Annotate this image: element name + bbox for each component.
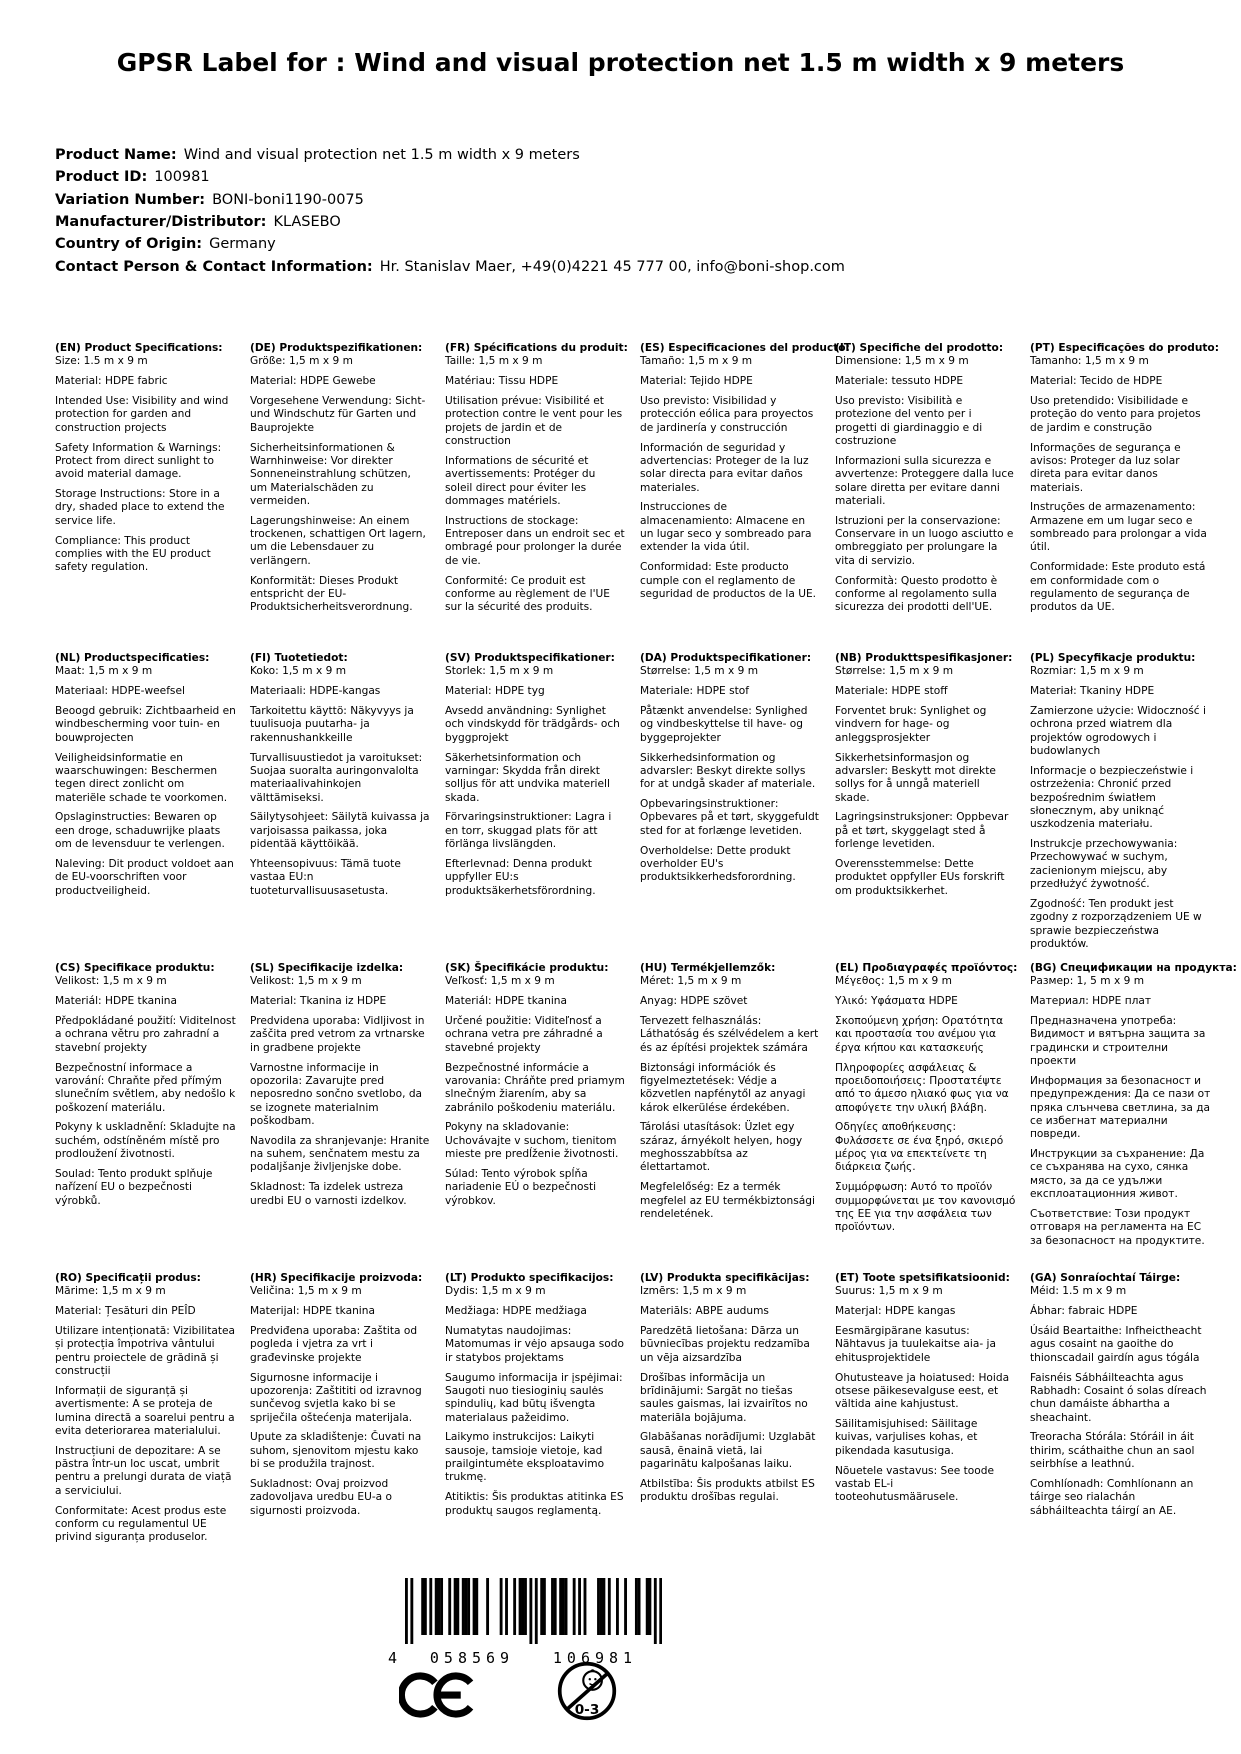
spec-paragraph: Comhlíonadh: Comhlíonann an táirge seo rialachán sábháilteachta táirgí an AE.	[1030, 1477, 1194, 1517]
spec-cell-ga	[1030, 1272, 1211, 1582]
spec-paragraph: Materiale: tessuto HDPE	[835, 375, 964, 388]
spec-paragraph: Safety Information & Warnings: Protect from direct sunlight to avoid material damage.	[55, 441, 222, 481]
spec-paragraph: Størrelse: 1,5 m x 9 m	[835, 665, 954, 678]
spec-paragraph: Rozmiar: 1,5 m x 9 m	[1030, 665, 1144, 678]
spec-cell-bg	[1030, 962, 1237, 1272]
spec-header-fr: (FR) Spécifications du produit:	[445, 342, 628, 354]
spec-paragraph: Sikkerhedsinformation og advarsler: Beskyt direkte sollys for at undgå skader af materiale.	[640, 751, 816, 791]
spec-paragraph: Efterlevnad: Denna produkt uppfyller EU:s produktsäkerhetsförordning.	[445, 857, 596, 897]
spec-paragraph: Zgodność: Ten produkt jest zgodny z rozporządzeniem UE w sprawie bezpieczeństwa produktów.	[1030, 898, 1202, 951]
spec-paragraph: Pokyny na skladovanie: Uchovávajte v suchom, tienitom mieste pre predĺženie životnosti.	[445, 1121, 619, 1161]
field-value: 100981	[154, 169, 210, 186]
spec-cell-lt	[445, 1272, 626, 1582]
field-value: KLASEBO	[273, 213, 341, 230]
spec-paragraph: Informazioni sulla sicurezza e avvertenze: Proteggere dalla luce solare diretta per evitare danni materiali.	[835, 454, 1014, 507]
spec-paragraph: Konformität: Dieses Produkt entspricht der EU-Produktsicherheitsverordnung.	[250, 574, 413, 614]
spec-paragraph: Material: Țesături din PEÎD	[55, 1305, 196, 1318]
spec-cell-da	[640, 652, 821, 962]
spec-paragraph: Megfelelőség: Ez a termék megfelel az EU termékbiztonsági rendeletének.	[640, 1181, 815, 1220]
spec-paragraph: Velikost: 1,5 m x 9 m	[250, 975, 362, 988]
spec-header-ro: (RO) Specificații produs:	[55, 1272, 201, 1284]
spec-paragraph: Informații de siguranță și avertismente: A se proteja de lumina directă a soarelui pentru a evita deteriorarea materialului.	[55, 1384, 235, 1437]
spec-header-sl: (SL) Specifikacije izdelka:	[250, 962, 404, 974]
field-label: Product Name:	[55, 147, 177, 163]
spec-paragraph: Intended Use: Visibility and wind protection for garden and construction projects	[55, 395, 229, 434]
spec-paragraph: Opslaginstructies: Bewaren op een droge, schaduwrijke plaats om de levensduur te verlengen.	[55, 811, 225, 851]
spec-paragraph: Μέγεθος: 1,5 m x 9 m	[835, 975, 952, 988]
field-label: Variation Number:	[55, 191, 206, 208]
spec-cell-el	[835, 962, 1016, 1272]
spec-paragraph: Материал: HDPE плат	[1030, 995, 1152, 1008]
spec-paragraph: Paredzētā lietošana: Dārza un būvniecības projektu redzamība un vēja aizsardzība	[640, 1325, 810, 1364]
spec-paragraph: Υλικό: Υφάσματα HDPE	[835, 995, 958, 1008]
field-label: Contact Person & Contact Information:	[55, 258, 373, 275]
spec-paragraph: Uso previsto: Visibilidad y protección eólica para proyectos de jardinería y construcción	[640, 395, 814, 434]
product-info-line	[55, 166, 1201, 188]
spec-paragraph: Materiaal: HDPE-weefsel	[55, 685, 185, 698]
spec-paragraph: Material: Tkanina iz HDPE	[250, 995, 387, 1008]
spec-paragraph: Súlad: Tento výrobok spĺňa nariadenie EÚ o bezpečnosti výrobkov.	[445, 1167, 597, 1207]
ce-mark-icon	[399, 1668, 475, 1722]
spec-paragraph: Предназначена употреба: Видимост и вятърна защита за градински и строителни проекти	[1030, 1015, 1206, 1068]
product-info-line	[55, 144, 1201, 166]
product-info-line	[55, 211, 1201, 233]
spec-paragraph: Förvaringsinstruktioner: Lagra i en torr, skuggad plats för att förlänga livslängden.	[445, 811, 612, 851]
spec-header-hr: (HR) Specifikacije proizvoda:	[250, 1272, 423, 1284]
spec-paragraph: Varnostne informacije in opozorila: Zavarujte pred neposredno sončno svetlobo, da se izognete materialnim poškodbam.	[250, 1061, 423, 1127]
spec-paragraph: Faisnéis Sábháilteachta agus Rabhadh: Cosaint ó solas díreach chun damáiste ábhartha a sheachaint.	[1030, 1371, 1207, 1424]
barcode-prefix-digit: 4	[388, 1649, 398, 1667]
spec-paragraph: Información de seguridad y advertencias: Proteger de la luz solar directa para evitar daños materiales.	[640, 441, 809, 494]
spec-paragraph: Påtænkt anvendelse: Synlighed og vindbeskyttelse til have- og byggeprojekter	[640, 705, 808, 744]
spec-cell-pt	[1030, 342, 1219, 652]
product-info-line	[55, 256, 1201, 278]
spec-paragraph: Vorgesehene Verwendung: Sicht- und Windschutz für Garten und Bauprojekte	[250, 395, 426, 434]
spec-paragraph: Tarkoitettu käyttö: Näkyvyys ja tuulisuoja puutarha- ja rakennushankkeille	[250, 705, 414, 744]
barcode	[388, 1578, 662, 1669]
spec-header-bg: (BG) Спецификации на продукта:	[1030, 962, 1237, 974]
spec-paragraph: Veličina: 1,5 m x 9 m	[250, 1285, 362, 1298]
spec-cell-fr	[445, 342, 626, 652]
spec-paragraph: Material: Tecido de HDPE	[1030, 375, 1163, 388]
spec-paragraph: Uso pretendido: Visibilidade e proteção do vento para projetos de jardim e construção	[1030, 395, 1201, 434]
spec-paragraph: Nõuetele vastavus: See toode vastab EL-i tooteohutusmäärusele.	[835, 1464, 994, 1504]
spec-paragraph: Glabāšanas norādījumi: Uzglabāt sausā, ēnainā vietā, lai pagarinātu kalpošanas laiku.	[640, 1431, 816, 1471]
spec-paragraph: Ábhar: fabraic HDPE	[1030, 1305, 1138, 1318]
spec-paragraph: Soulad: Tento produkt splňuje nařízení EU o bezpečnosti výrobků.	[55, 1167, 213, 1207]
spec-cell-en	[55, 342, 236, 652]
spec-paragraph: Material: HDPE fabric	[55, 375, 168, 388]
spec-paragraph: Beoogd gebruik: Zichtbaarheid en windbescherming voor tuin- en bouwprojecten	[55, 705, 236, 744]
spec-paragraph: Dimensione: 1,5 m x 9 m	[835, 355, 969, 368]
spec-paragraph: Größe: 1,5 m x 9 m	[250, 355, 353, 368]
spec-paragraph: Bezpečnostní informace a varování: Chraňte před přímým slunečním světlem, aby nedošlo k poškození materiálu.	[55, 1061, 236, 1114]
spec-header-ga: (GA) Sonraíochtaí Táirge:	[1030, 1272, 1181, 1284]
spec-paragraph: Utilisation prévue: Visibilité et protection contre le vent pour les projets de jardin et de construction	[445, 395, 623, 448]
spec-paragraph: Size: 1.5 m x 9 m	[55, 355, 148, 368]
spec-paragraph: Πληροφορίες ασφάλειας & προειδοποιήσεις: Προστατέψτε από το άμεσο ηλιακό φως για να αποφύγετε την υλική βλάβη.	[835, 1061, 1009, 1114]
spec-paragraph: Οδηγίες αποθήκευσης: Φυλάσσετε σε ένα ξηρό, σκιερό μέρος για να επεκτείνετε τη διάρκεια ζωής.	[835, 1121, 1004, 1174]
spec-paragraph: Matériau: Tissu HDPE	[445, 375, 559, 388]
spec-paragraph: Navodila za shranjevanje: Hranite na suhem, senčnatem mestu za podaljšanje življenjske dobe.	[250, 1134, 430, 1174]
spec-paragraph: Informations de sécurité et avertissements: Protéger du soleil direct pour éviter les dommages matériels.	[445, 454, 596, 507]
spec-paragraph: Medžiaga: HDPE medžiaga	[445, 1305, 587, 1318]
spec-header-sk: (SK) Špecifikácie produktu:	[445, 962, 609, 974]
spec-paragraph: Veiligheidsinformatie en waarschuwingen: Beschermen tegen direct zonlicht om materiële schade te voorkomen.	[55, 751, 228, 804]
spec-header-da: (DA) Produktspecifikationer:	[640, 652, 812, 664]
spec-paragraph: Material: HDPE Gewebe	[250, 375, 376, 388]
page-title: GPSR Label for : Wind and visual protection net 1.5 m width x 9 meters	[116, 48, 1125, 77]
spec-paragraph: Ohutusteave ja hoiatused: Hoida otsese päikesevalguse eest, et vältida aine kahjustust.	[835, 1371, 1010, 1411]
spec-header-fi: (FI) Tuotetiedot:	[250, 652, 348, 664]
spec-paragraph: Storage Instructions: Store in a dry, shaded place to extend the service life.	[55, 488, 225, 527]
spec-paragraph: Saugumo informacija ir įspėjimai: Saugoti nuo tiesioginių saulės spindulių, kad būtų išvengta materialaus pažeidimo.	[445, 1371, 623, 1424]
spec-header-nb: (NB) Produkttspesifikasjoner:	[835, 652, 1013, 664]
spec-paragraph: Naleving: Dit product voldoet aan de EU-voorschriften voor productveiligheid.	[55, 857, 234, 897]
spec-paragraph: Инструкции за съхранение: Да се съхранява на сухо, сянка място, за да се удължи експлоатационния живот.	[1030, 1148, 1205, 1201]
spec-paragraph: Numatytas naudojimas: Matomumas ir vėjo apsauga sodo ir statybos projektams	[445, 1325, 624, 1364]
spec-paragraph: Pokyny k uskladnění: Skladujte na suchém, odstíněném místě pro prodloužení životnosti.	[55, 1121, 236, 1161]
spec-paragraph: Izmērs: 1,5 m x 9 m	[640, 1285, 747, 1298]
spec-paragraph: Zamierzone użycie: Widoczność i ochrona przed wiatrem dla projektów ogrodowych i budowlanych	[1030, 705, 1206, 758]
spec-paragraph: Conformité: Ce produit est conforme au règlement de l'UE sur la sécurité des produits.	[445, 574, 610, 614]
spec-paragraph: Treoracha Stórála: Stóráil in áit thirim, scáthaithe chun an saol seirbhíse a leathnú.	[1030, 1431, 1195, 1471]
spec-header-el: (EL) Προδιαγραφές προϊόντος:	[835, 962, 1018, 974]
spec-cell-es	[640, 342, 850, 652]
spec-header-hu: (HU) Termékjellemzők:	[640, 962, 776, 974]
barcode-digits	[388, 1649, 662, 1669]
spec-paragraph: Uso previsto: Visibilità e protezione del vento per i progetti di giardinaggio e di costruzione	[835, 395, 983, 448]
field-value: Germany	[209, 236, 276, 253]
spec-paragraph: Materijal: HDPE tkanina	[250, 1305, 375, 1318]
spec-paragraph: Tamaño: 1,5 m x 9 m	[640, 355, 753, 368]
spec-header-lt: (LT) Produkto specifikacijos:	[445, 1272, 614, 1284]
spec-header-lv: (LV) Produkta specifikācijas:	[640, 1272, 810, 1284]
spec-paragraph: Съответствие: Този продукт отговаря на регламента на ЕС за безопасност на продуктите.	[1030, 1208, 1205, 1247]
spec-paragraph: Overensstemmelse: Dette produktet oppfyller EUs forskrift om produktsikkerhet.	[835, 857, 1005, 897]
spec-paragraph: Conformità: Questo prodotto è conforme al regolamento sulla sicurezza dei prodotti dell'UE.	[835, 574, 998, 614]
spec-cell-hr	[250, 1272, 431, 1582]
spec-paragraph: Bezpečnostné informácie a varovania: Chráňte pred priamym slnečným žiarením, aby sa zabránilo poškodeniu materiálu.	[445, 1061, 625, 1114]
spec-paragraph: Veľkosť: 1,5 m x 9 m	[445, 975, 555, 988]
specs-grid	[55, 342, 1237, 1582]
spec-cell-pl	[1030, 652, 1211, 962]
spec-paragraph: Compliance: This product complies with the EU product safety regulation.	[55, 534, 211, 574]
spec-paragraph: Säilytysohjeet: Säilytä kuivassa ja varjoisassa paikassa, joka pidentää käyttöikää.	[250, 811, 430, 851]
spec-paragraph: Opbevaringsinstruktioner: Opbevares på et tørt, skyggefuldt sted for at forlænge levetiden.	[640, 798, 819, 837]
spec-cell-sv	[445, 652, 626, 962]
spec-paragraph: Materiaali: HDPE-kangas	[250, 685, 381, 698]
spec-paragraph: Sukladnost: Ovaj proizvod zadovoljava uredbu EU-a o sigurnosti proizvoda.	[250, 1477, 393, 1517]
spec-header-en: (EN) Product Specifications:	[55, 342, 223, 354]
spec-paragraph: Materjal: HDPE kangas	[835, 1305, 956, 1318]
spec-paragraph: Overholdelse: Dette produkt overholder EU's produktsikkerhedsforordning.	[640, 844, 796, 884]
field-label: Country of Origin:	[55, 236, 203, 253]
spec-paragraph: Säkerhetsinformation och varningar: Skydda från direkt solljus för att undvika materiell skada.	[445, 751, 610, 804]
spec-paragraph: Sicherheitsinformationen & Warnhinweise: Vor direkter Sonneneinstrahlung schützen, um Materialschäden zu vermeiden.	[250, 441, 411, 507]
spec-paragraph: Instruções de armazenamento: Armazene em um lugar seco e sombreado para prolongar a vida útil.	[1030, 501, 1207, 554]
spec-cell-ro	[55, 1272, 236, 1582]
spec-paragraph: Materiał: Tkaniny HDPE	[1030, 685, 1155, 698]
spec-paragraph: Informações de segurança e avisos: Proteger da luz solar direta para evitar danos materiais.	[1030, 441, 1181, 494]
spec-header-it: (IT) Specifiche del prodotto:	[835, 342, 1004, 354]
spec-paragraph: Material: Tejido HDPE	[640, 375, 753, 388]
spec-paragraph: Určené použitie: Viditeľnosť a ochrana vetra pre záhradné a stavebné projekty	[445, 1015, 603, 1054]
spec-paragraph: Informacje o bezpieczeństwie i ostrzeżenia: Chronić przed bezpośrednim światłem słonecznym, aby uniknąć uszkodzenia materiału.	[1030, 764, 1194, 831]
spec-cell-lv	[640, 1272, 821, 1582]
spec-paragraph: Conformidade: Este produto está em conformidade com o regulamento de segurança de produtos da UE.	[1030, 561, 1206, 614]
spec-paragraph: Instrucțiuni de depozitare: A se păstra într-un loc uscat, umbrit pentru a prelungi durata de viață a serviciului.	[55, 1444, 232, 1497]
spec-paragraph: Skladnost: Ta izdelek ustreza uredbi EU o varnosti izdelkov.	[250, 1181, 407, 1207]
spec-paragraph: Conformidad: Este producto cumple con el reglamento de seguridad de productos de la UE.	[640, 561, 817, 600]
spec-paragraph: Lagerungshinweise: An einem trockenen, schattigen Ort lagern, um die Lebensdauer zu verlängern.	[250, 514, 426, 567]
spec-paragraph: Velikost: 1,5 m x 9 m	[55, 975, 167, 988]
spec-paragraph: Storlek: 1,5 m x 9 m	[445, 665, 554, 678]
spec-cell-sl	[250, 962, 431, 1272]
spec-paragraph: Drošības informācija un brīdinājumi: Sargāt no tiešas saules gaismas, lai izvairītos no materiāla bojājuma.	[640, 1371, 808, 1424]
field-label: Manufacturer/Distributor:	[55, 213, 267, 230]
spec-paragraph: Turvallisuustiedot ja varoitukset: Suojaa suoralta auringonvalolta materiaalivahinkojen välttämiseksi.	[250, 751, 423, 804]
spec-paragraph: Σκοπούμενη χρήση: Ορατότητα και προστασία του ανέμου για έργα κήπου και κατασκευής	[835, 1015, 1004, 1054]
age-warning-label: 0-3	[574, 1701, 600, 1718]
spec-cell-hu	[640, 962, 821, 1272]
spec-paragraph: Materiāls: ABPE audums	[640, 1305, 769, 1318]
field-label: Product ID:	[55, 169, 148, 186]
field-value: Hr. Stanislav Maer, +49(0)4221 45 777 00, info@boni-shop.com	[379, 258, 845, 275]
spec-cell-cs	[55, 962, 236, 1272]
spec-cell-nl	[55, 652, 236, 962]
spec-paragraph: Utilizare intenționată: Vizibilitatea și protecția împotriva vântului pentru proiectele de grădină și construcții	[55, 1325, 236, 1378]
spec-paragraph: Atbilstība: Šis produkts atbilst ES produktu drošības regulai.	[640, 1477, 815, 1504]
spec-cell-de	[250, 342, 431, 652]
spec-header-pl: (PL) Specyfikacje produktu:	[1030, 652, 1196, 664]
spec-paragraph: Úsáid Beartaithe: Infheictheacht agus cosaint na gaoithe do thionscadail gairdín agus tógála	[1030, 1325, 1202, 1364]
spec-paragraph: Sikkerhetsinformasjon og advarsler: Beskytt mot direkte sollys for å unngå materiell skade.	[835, 751, 996, 804]
spec-paragraph: Информация за безопасност и предупреждения: Да се пази от пряка слънчева светлина, за да се избегнат материални повреди.	[1030, 1074, 1211, 1141]
spec-paragraph: Atitiktis: Šis produktas atitinka ES produktų saugos reglamentą.	[445, 1491, 624, 1517]
spec-header-pt: (PT) Especificações do produto:	[1030, 342, 1219, 354]
spec-paragraph: Lagringsinstruksjoner: Oppbevar på et tørt, skyggelagt sted å forlenge levetiden.	[835, 811, 1009, 851]
spec-cell-et	[835, 1272, 1016, 1582]
spec-paragraph: Συμμόρφωση: Αυτό το προϊόν συμμορφώνεται με τον κανονισμό της ΕΕ για την ασφάλεια των προϊόντων.	[835, 1181, 1016, 1234]
barcode-right-digits: 106981	[552, 1649, 638, 1667]
spec-paragraph: Avsedd användning: Synlighet och vindskydd för trädgårds- och byggprojekt	[445, 705, 620, 744]
barcode-bars	[405, 1578, 662, 1644]
spec-paragraph: Upute za skladištenje: Čuvati na suhom, sjenovitom mjestu kako bi se produžila trajnost.	[250, 1431, 422, 1471]
product-info-line	[55, 189, 1201, 211]
spec-paragraph: Mărime: 1,5 m x 9 m	[55, 1285, 166, 1298]
spec-paragraph: Materiale: HDPE stoff	[835, 685, 948, 698]
spec-paragraph: Méret: 1,5 m x 9 m	[640, 975, 742, 988]
spec-paragraph: Materiál: HDPE tkanina	[55, 995, 178, 1008]
spec-paragraph: Anyag: HDPE szövet	[640, 995, 748, 1008]
spec-paragraph: Instructions de stockage: Entreposer dans un endroit sec et ombragé pour prolonger la durée de vie.	[445, 514, 625, 567]
product-info	[55, 144, 1201, 278]
spec-paragraph: Suurus: 1,5 m x 9 m	[835, 1285, 943, 1298]
spec-paragraph: Predviđena uporaba: Zaštita od pogleda i vjetra za vrt i građevinske projekte	[250, 1325, 418, 1364]
spec-cell-fi	[250, 652, 431, 962]
spec-paragraph: Istruzioni per la conservazione: Conservare in un luogo asciutto e ombreggiato per prolungare la vita di servizio.	[835, 514, 1014, 567]
spec-paragraph: Tervezett felhasználás: Láthatóság és szélvédelem a kert és az építési projektek számára	[640, 1015, 819, 1054]
spec-header-de: (DE) Produktspezifikationen:	[250, 342, 423, 354]
spec-paragraph: Instrucciones de almacenamiento: Almacene en un lugar seco y sombreado para extender la vida útil.	[640, 501, 812, 554]
spec-paragraph: Размер: 1, 5 m x 9 m	[1030, 975, 1145, 988]
spec-paragraph: Laikymo instrukcijos: Laikyti sausoje, tamsioje vietoje, kad prailgintumėte eksploatavimo trukmę.	[445, 1431, 605, 1484]
spec-paragraph: Størrelse: 1,5 m x 9 m	[640, 665, 759, 678]
spec-header-et: (ET) Toote spetsifikatsioonid:	[835, 1272, 1010, 1284]
spec-paragraph: Conformitate: Acest produs este conform cu regulamentul UE privind siguranța produselor.	[55, 1504, 227, 1544]
spec-paragraph: Sigurnosne informacije i upozorenja: Zaštititi od izravnog sunčevog svjetla kako bi se spriječila oštećenja materijala.	[250, 1371, 422, 1424]
spec-paragraph: Tárolási utasítások: Üzlet egy száraz, árnyékolt helyen, hogy meghosszabbítsa az élettartamot.	[640, 1121, 803, 1174]
product-info-line	[55, 233, 1201, 255]
spec-paragraph: Eesmärgipärane kasutus: Nähtavus ja tuulekaitse aia- ja ehitusprojektidele	[835, 1325, 996, 1364]
spec-cell-it	[835, 342, 1016, 652]
spec-header-sv: (SV) Produktspecifikationer:	[445, 652, 615, 664]
spec-paragraph: Biztonsági információk és figyelmeztetések: Védje a közvetlen napfénytől az anyagi károk elkerülése érdekében.	[640, 1061, 806, 1114]
spec-paragraph: Tamanho: 1,5 m x 9 m	[1030, 355, 1149, 368]
spec-cell-sk	[445, 962, 626, 1272]
spec-paragraph: Material: HDPE tyg	[445, 685, 545, 698]
spec-paragraph: Säilitamisjuhised: Säilitage kuivas, varjulises kohas, et pikendada kasutusiga.	[835, 1418, 978, 1457]
spec-paragraph: Materiál: HDPE tkanina	[445, 995, 568, 1008]
age-warning-0-3-icon	[556, 1656, 618, 1726]
spec-paragraph: Predvidena uporaba: Vidljivost in zaščita pred vetrom za vrtnarske in gradbene projekte	[250, 1015, 425, 1054]
barcode-left-digits: 058569	[429, 1649, 515, 1667]
spec-paragraph: Taille: 1,5 m x 9 m	[445, 355, 543, 368]
spec-header-es: (ES) Especificaciones del producto:	[640, 342, 850, 354]
field-value: BONI-boni1190-0075	[212, 191, 364, 208]
spec-paragraph: Dydis: 1,5 m x 9 m	[445, 1285, 546, 1298]
spec-paragraph: Yhteensopivuus: Tämä tuote vastaa EU:n tuoteturvallisuusasetusta.	[250, 857, 401, 897]
field-value: Wind and visual protection net 1.5 m width x 9 meters	[183, 147, 580, 163]
spec-paragraph: Maat: 1,5 m x 9 m	[55, 665, 153, 678]
spec-paragraph: Forventet bruk: Synlighet og vindvern for hage- og anleggsprosjekter	[835, 705, 987, 744]
spec-header-cs: (CS) Specifikace produktu:	[55, 962, 215, 974]
spec-header-nl: (NL) Productspecificaties:	[55, 652, 210, 664]
spec-paragraph: Méid: 1.5 m x 9 m	[1030, 1285, 1127, 1298]
spec-paragraph: Předpokládané použití: Viditelnost a ochrana větru pro zahradní a stavební projekty	[55, 1015, 236, 1054]
spec-cell-nb	[835, 652, 1016, 962]
spec-paragraph: Instrukcje przechowywania: Przechowywać w suchym, zacienionym miejscu, aby przedłużyć żywotność.	[1030, 838, 1178, 891]
spec-paragraph: Koko: 1,5 m x 9 m	[250, 665, 347, 678]
spec-paragraph: Materiale: HDPE stof	[640, 685, 749, 698]
